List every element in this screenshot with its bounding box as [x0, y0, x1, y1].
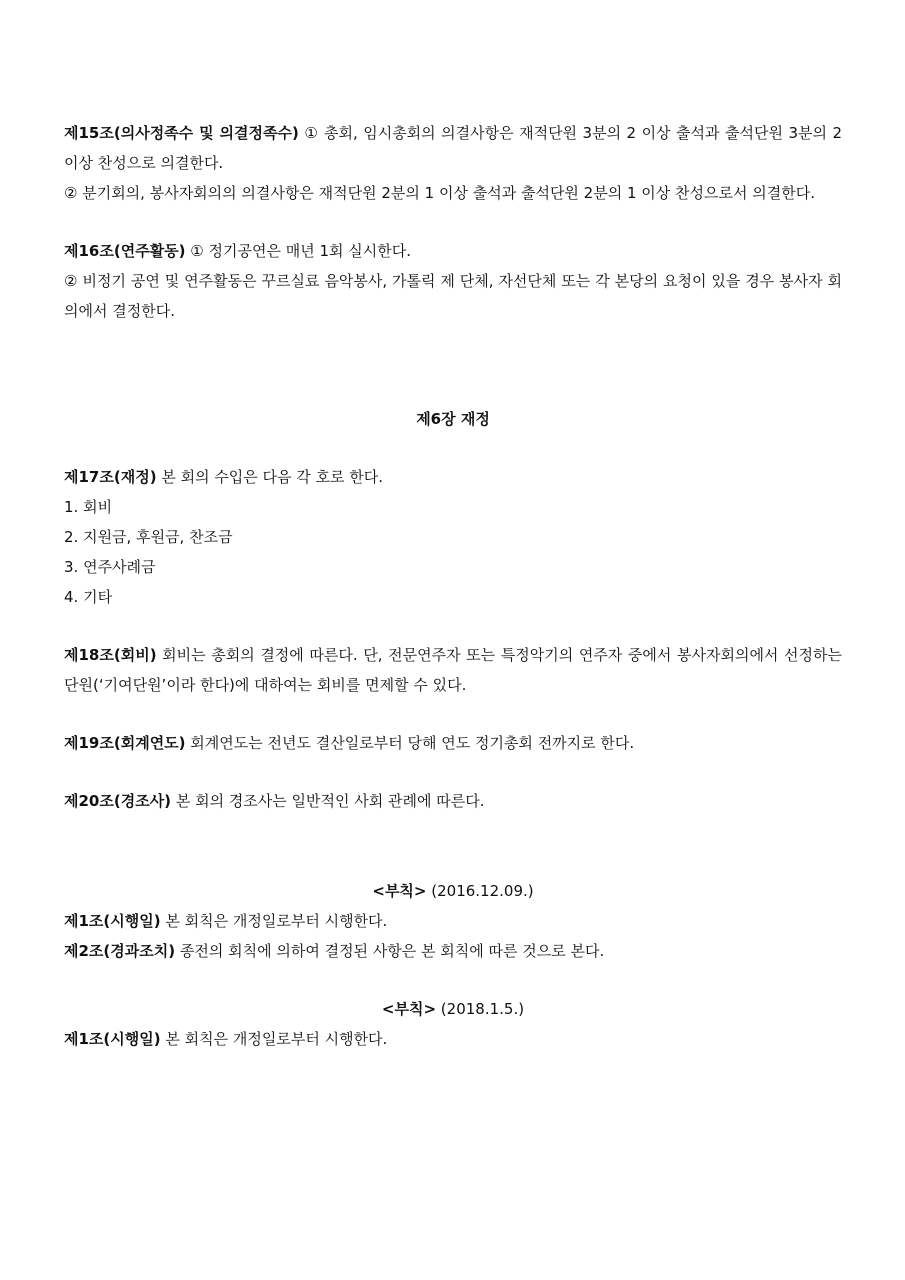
- addendum-1-article-1: [64, 906, 842, 936]
- addendum-1-article-1-text: 본 회칙은 개정일로부터 시행한다.: [160, 912, 388, 930]
- article-15-title: 제15조(의사정족수 및 의결정족수): [64, 124, 299, 142]
- article-16-paragraph-2: ② 비정기 공연 및 연주활동은 꾸르실료 음악봉사, 가톨릭 제 단체, 자선단체 또는 각 본당의 요청이 있을 경우 봉사자 회의에서 결정한다.: [64, 272, 842, 320]
- article-16-title: 제16조(연주활동): [64, 242, 186, 260]
- article-16-paragraph-1: [64, 236, 842, 266]
- article-20-title: 제20조(경조사): [64, 792, 172, 810]
- addendum-1-heading: [64, 876, 842, 906]
- article-17-paragraph: [64, 462, 842, 492]
- addendum-2-article-1-title: 제1조(시행일): [64, 1030, 161, 1048]
- article-15-text-1: ① 총회, 임시총회의 의결사항은 재적단원 3분의 2 이상 출석과 출석단원 3분의 2 이상 찬성으로 의결한다.: [64, 124, 842, 172]
- addendum-1-article-2-text: 종전의 회칙에 의하여 결정된 사항은 본 회칙에 따른 것으로 본다.: [175, 942, 605, 960]
- article-19-title: 제19조(회계연도): [64, 734, 186, 752]
- article-20-paragraph: [64, 786, 842, 816]
- article-19-text: 회계연도는 전년도 결산일로부터 당해 연도 정기총회 전까지로 한다.: [185, 734, 635, 752]
- article-16-text-1: ① 정기공연은 매년 1회 실시한다.: [185, 242, 412, 260]
- chapter-6-heading: 제6장 재정: [416, 410, 490, 428]
- article-20-text: 본 회의 경조사는 일반적인 사회 관례에 따른다.: [171, 792, 485, 810]
- article-19-paragraph: [64, 728, 842, 758]
- addendum-1-label: <부칙>: [372, 882, 427, 900]
- addendum-2-date: (2018.1.5.): [436, 1000, 525, 1018]
- article-17-item: 2. 지원금, 후원금, 찬조금: [64, 528, 233, 546]
- article-18-title: 제18조(회비): [64, 646, 157, 664]
- addendum-1-article-2: [64, 936, 842, 966]
- addendum-2-heading: [64, 994, 842, 1024]
- addendum-2-article-1-text: 본 회칙은 개정일로부터 시행한다.: [160, 1030, 388, 1048]
- addendum-1-date: (2016.12.09.): [426, 882, 534, 900]
- article-15-paragraph-1: [64, 118, 842, 178]
- addendum-1-article-1-title: 제1조(시행일): [64, 912, 161, 930]
- article-18-paragraph: [64, 640, 842, 700]
- article-17-text: 본 회의 수입은 다음 각 호로 한다.: [156, 468, 384, 486]
- article-18-text: 회비는 총회의 결정에 따른다. 단, 전문연주자 또는 특정악기의 연주자 중에서 봉사자회의에서 선정하는 단원(‘기여단원’이라 한다)에 대하여는 회비를 면제할 수 있다.: [64, 646, 842, 694]
- article-17-item: 1. 회비: [64, 498, 113, 516]
- addendum-1-article-2-title: 제2조(경과조치): [64, 942, 176, 960]
- article-17-item: 4. 기타: [64, 588, 113, 606]
- article-15-paragraph-2: ② 분기회의, 봉사자회의의 의결사항은 재적단원 2분의 1 이상 출석과 출석단원 2분의 1 이상 찬성으로서 의결한다.: [64, 184, 815, 202]
- article-17-item: 3. 연주사례금: [64, 558, 156, 576]
- addendum-2-label: <부칙>: [381, 1000, 437, 1018]
- addendum-2-article-1: [64, 1024, 842, 1054]
- article-17-title: 제17조(재정): [64, 468, 157, 486]
- document-page: [64, 118, 842, 1054]
